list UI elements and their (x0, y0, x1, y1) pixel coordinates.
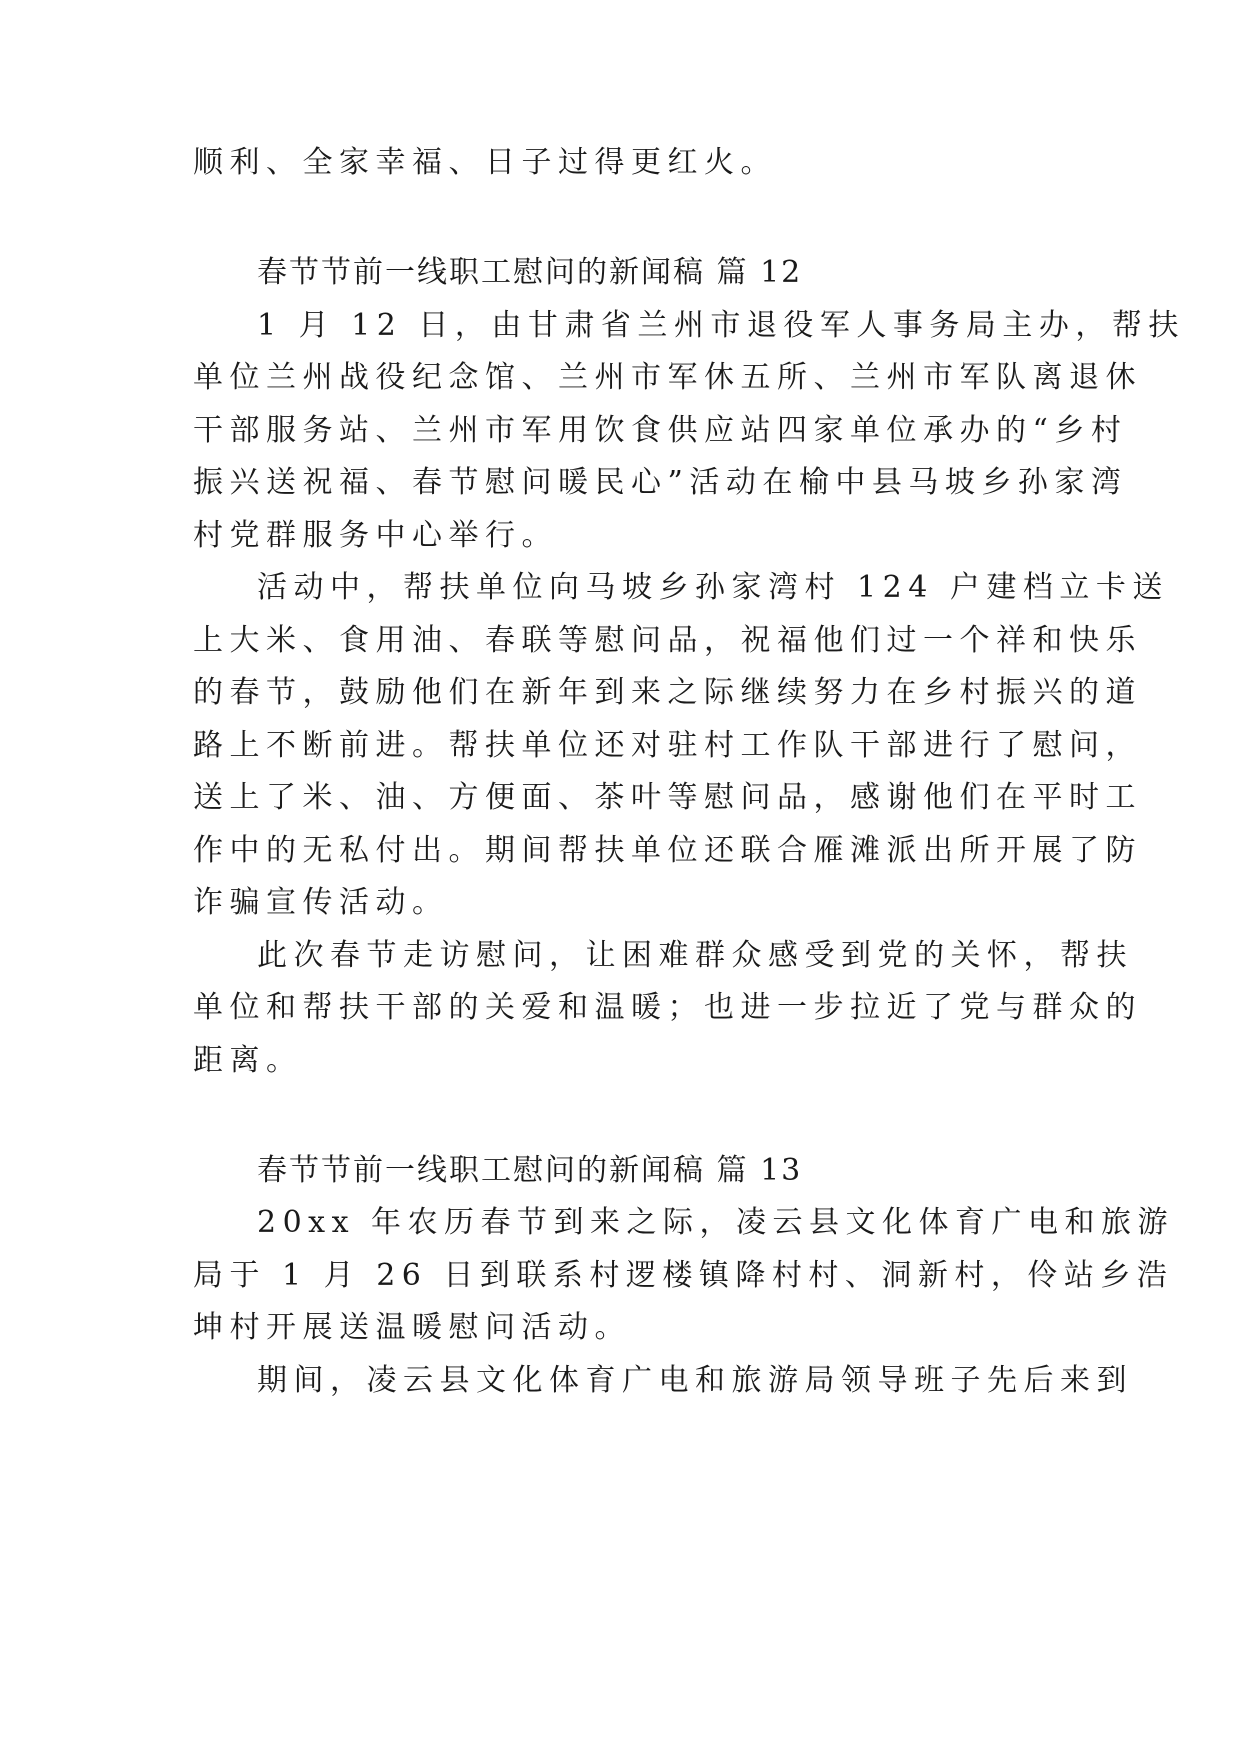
text-line: 单位兰州战役纪念馆、兰州市军休五所、兰州市军队离退休 (193, 360, 1142, 395)
text-line: 单位和帮扶干部的关爱和温暖；也进一步拉近了党与群众的 (193, 990, 1142, 1025)
text-line: 上大米、食用油、春联等慰问品，祝福他们过一个祥和快乐 (193, 623, 1142, 658)
text-line: 顺利、全家幸福、日子过得更红火。 (193, 145, 777, 180)
text-line: 路上不断前进。帮扶单位还对驻村工作队干部进行了慰问， (193, 728, 1142, 763)
text-line: 坤村开展送温暖慰问活动。 (193, 1310, 631, 1345)
text-line: 村党群服务中心举行。 (193, 518, 558, 553)
text-line: 振兴送祝福、春节慰问暖民心”活动在榆中县马坡乡孙家湾 (193, 465, 1128, 500)
text-line: 送上了米、油、方便面、茶叶等慰问品，感谢他们在平时工 (193, 780, 1142, 815)
text-line: 距离。 (193, 1043, 303, 1078)
text-line: 活动中，帮扶单位向马坡乡孙家湾村 124 户建档立卡送 (257, 570, 1169, 605)
text-line: 的春节，鼓励他们在新年到来之际继续努力在乡村振兴的道 (193, 675, 1142, 710)
text-line: 1 月 12 日，由甘肃省兰州市退役军人事务局主办，帮扶 (257, 308, 1185, 343)
text-line: 期间，凌云县文化体育广电和旅游局领导班子先后来到 (257, 1363, 1133, 1398)
text-line: 作中的无私付出。期间帮扶单位还联合雁滩派出所开展了防 (193, 833, 1142, 868)
text-line: 局于 1 月 26 日到联系村逻楼镇降村村、洞新村，伶站乡浩 (193, 1258, 1174, 1293)
text-line: 20xx 年农历春节到来之际，凌云县文化体育广电和旅游 (257, 1205, 1175, 1240)
section-heading: 春节节前一线职工慰问的新闻稿 篇 12 (257, 255, 803, 290)
text-line: 干部服务站、兰州市军用饮食供应站四家单位承办的“乡村 (193, 413, 1128, 448)
text-line: 此次春节走访慰问，让困难群众感受到党的关怀，帮扶 (257, 938, 1133, 973)
section-heading: 春节节前一线职工慰问的新闻稿 篇 13 (257, 1153, 803, 1188)
text-line: 诈骗宣传活动。 (193, 885, 449, 920)
